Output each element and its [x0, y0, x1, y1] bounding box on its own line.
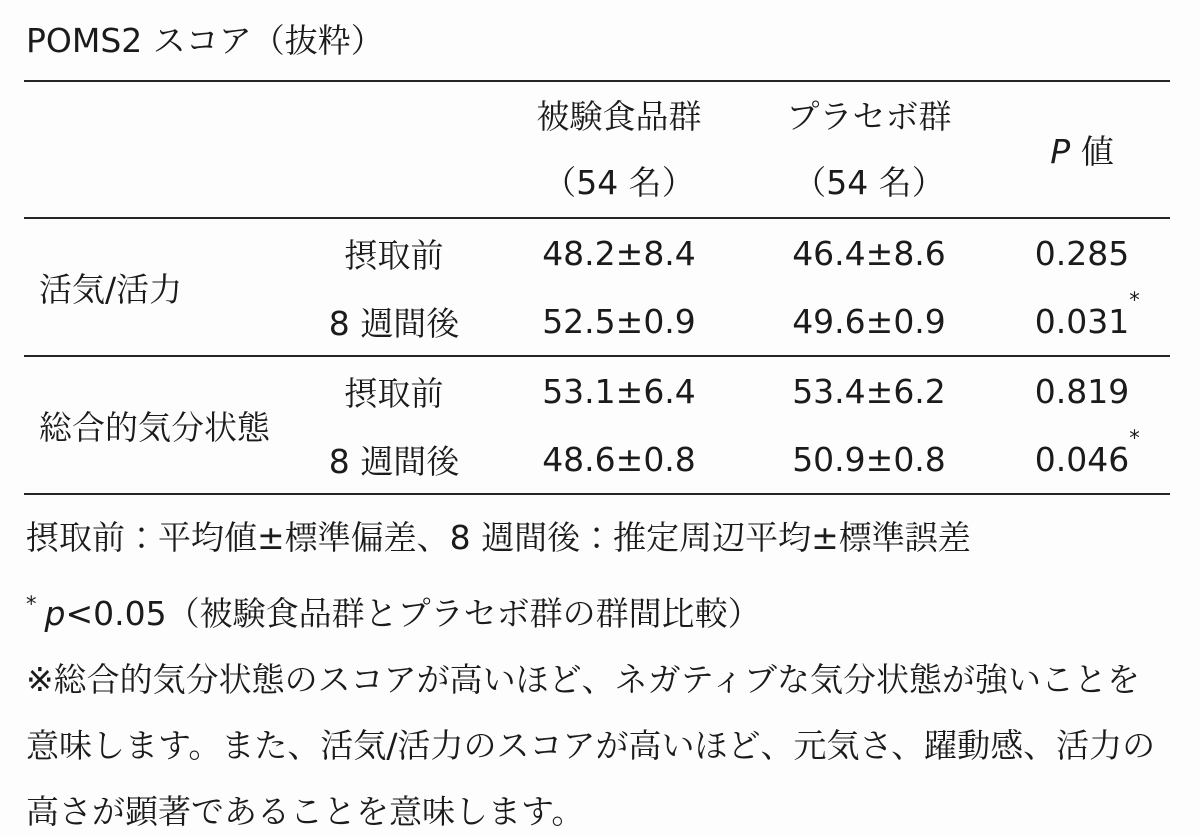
header-p-value	[994, 81, 1170, 218]
p-value: 0.819	[1034, 371, 1130, 411]
significance-asterisk: *	[1129, 425, 1140, 450]
group-total-mood	[24, 356, 1170, 494]
p-value-word: 値	[1070, 132, 1114, 171]
placebo-value: 49.6±0.9	[792, 301, 946, 341]
test-food-value: 52.5±0.9	[542, 301, 696, 341]
time-label: 8 週間後	[328, 441, 460, 481]
header-test-food-n: （54 名）	[543, 162, 695, 202]
header-placebo-n: （54 名）	[793, 162, 945, 202]
p-value: 0.031	[1034, 301, 1130, 341]
page-title: POMS2 スコア（抜粋）	[26, 21, 384, 60]
p-value-cell	[994, 218, 1170, 287]
header-empty-time	[294, 81, 494, 218]
group-label-total-mood: 総合的気分状態	[24, 356, 294, 494]
time-label: 摂取前	[344, 235, 444, 275]
table-row	[24, 356, 1170, 425]
group-label-vigor: 活気/活力	[39, 269, 183, 309]
poms2-score-table	[24, 80, 1170, 495]
header-empty-scale	[24, 81, 294, 218]
placebo-value: 53.4±6.2	[744, 356, 994, 425]
p-value-cell	[994, 287, 1170, 356]
p-value: 0.046	[1034, 439, 1130, 479]
group-vigor	[24, 218, 1170, 356]
p-value-symbol: P	[1050, 132, 1071, 171]
placebo-value: 50.9±0.8	[792, 439, 946, 479]
time-label: 摂取前	[294, 356, 494, 425]
header-row	[24, 81, 1170, 218]
test-food-value: 48.6±0.8	[542, 439, 696, 479]
header-test-food-group	[494, 81, 744, 218]
footnote-significance	[26, 571, 1170, 647]
significance-threshold: <0.05（被験食品群とプラセボ群の群間比較）	[65, 594, 761, 633]
page	[0, 16, 1200, 836]
p-value-cell	[994, 425, 1170, 494]
footnote-remark: ※総合的気分状態のスコアが高いほど、ネガティブな気分状態が強いことを意味します。また、活気/活力のスコアが高いほど、元気さ、躍動感、活力の高さが顕著であることを意味します。	[26, 660, 1156, 831]
p-symbol: p	[44, 594, 66, 633]
header-placebo-name: プラセボ群	[786, 96, 952, 136]
header-placebo-group	[744, 81, 994, 218]
test-food-value: 53.1±6.4	[494, 356, 744, 425]
test-food-value: 48.2±8.4	[542, 233, 696, 273]
footnote-definition: 摂取前：平均値±標準偏差、8 週間後：推定周辺平均±標準誤差	[26, 518, 971, 557]
placebo-value: 46.4±8.6	[792, 233, 946, 273]
significance-asterisk: *	[26, 592, 37, 616]
table-footnotes	[26, 505, 1170, 836]
header-test-food-name: 被験食品群	[536, 96, 702, 136]
table-header	[24, 81, 1170, 218]
p-value-cell	[994, 356, 1170, 425]
time-label: 8 週間後	[328, 303, 460, 343]
table-row	[24, 218, 1170, 287]
significance-asterisk: *	[1129, 287, 1140, 312]
p-value: 0.285	[1034, 233, 1130, 273]
